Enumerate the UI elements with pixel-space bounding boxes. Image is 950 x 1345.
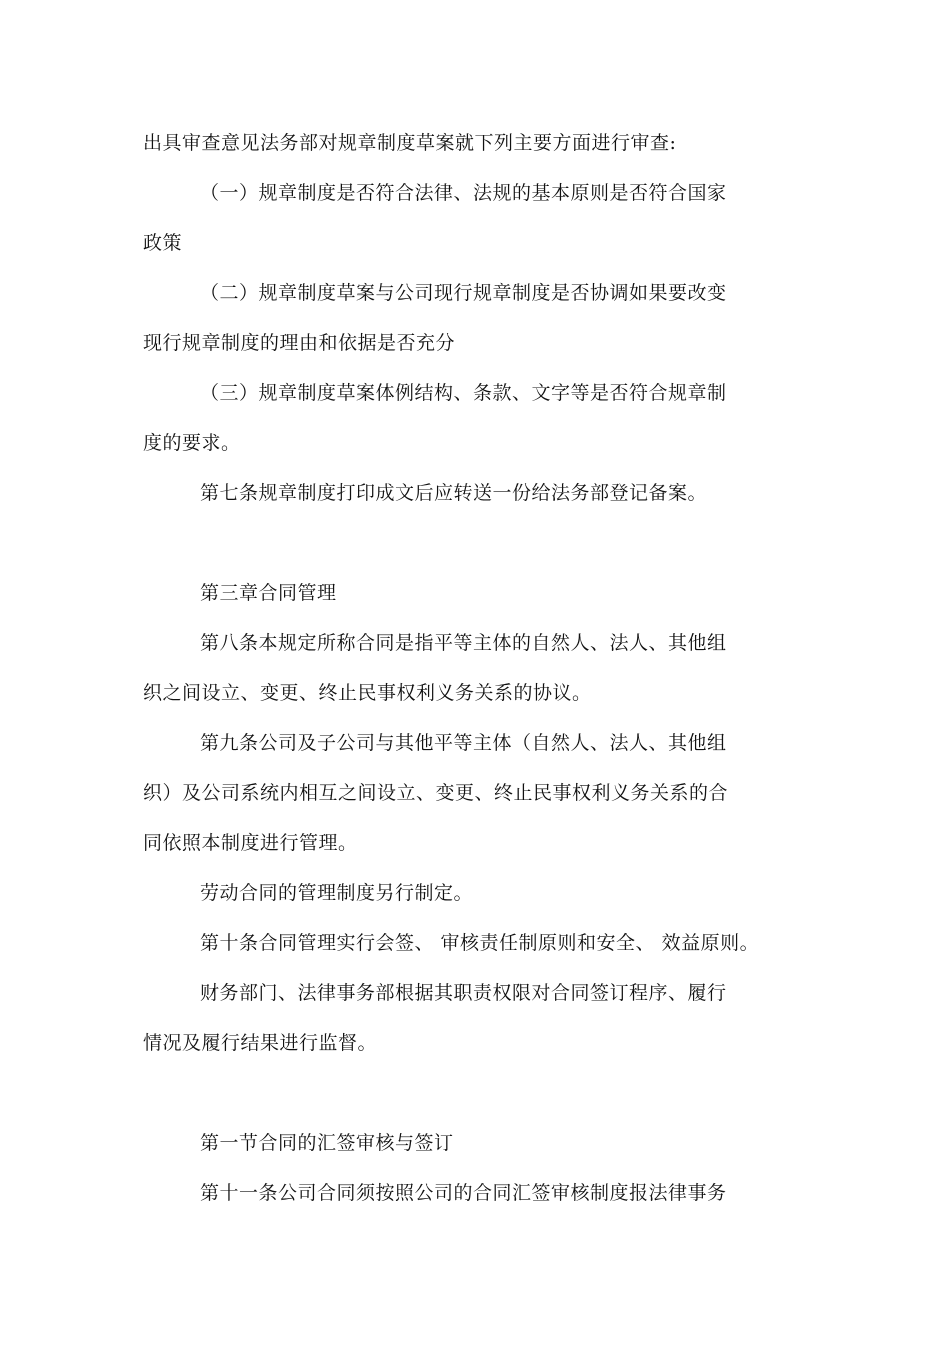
article-7-line: 第七条规章制度打印成文后应转送一份给法务部登记备案。: [200, 482, 708, 504]
text-line: 织之间设立、变更、终止民事权利义务关系的协议。: [143, 682, 592, 704]
text-line: 织）及公司系统内相互之间设立、变更、终止民事权利义务关系的合: [143, 782, 729, 804]
chapter-3-heading: 第三章合同管理: [200, 582, 337, 604]
text-line: 财务部门、法律事务部根据其职责权限对合同签订程序、履行: [200, 982, 727, 1004]
article-8-line: 第八条本规定所称合同是指平等主体的自然人、法人、其他组: [200, 632, 727, 654]
clause-1-line: （一）规章制度是否符合法律、法规的基本原则是否符合国家: [200, 182, 727, 204]
labor-contract-line: 劳动合同的管理制度另行制定。: [200, 882, 474, 904]
text-line: 政策: [143, 232, 183, 254]
text-line: 现行规章制度的理由和依据是否充分: [143, 332, 456, 354]
article-10-line: 第十条合同管理实行会签、 审核责任制原则和安全、 效益原则。: [200, 932, 760, 954]
text-line: 出具审查意见法务部对规章制度草案就下列主要方面进行审查:: [143, 132, 677, 154]
text-line: 同依照本制度进行管理。: [143, 832, 358, 854]
text-line: 度的要求。: [143, 432, 241, 454]
article-9-line: 第九条公司及子公司与其他平等主体（自然人、法人、其他组: [200, 732, 727, 754]
section-1-heading: 第一节合同的汇签审核与签订: [200, 1132, 454, 1154]
clause-3-line: （三）规章制度草案体例结构、条款、文字等是否符合规章制: [200, 382, 727, 404]
article-11-line: 第十一条公司合同须按照公司的合同汇签审核制度报法律事务: [200, 1182, 727, 1204]
text-line: 情况及履行结果进行监督。: [143, 1032, 378, 1054]
clause-2-line: （二）规章制度草案与公司现行规章制度是否协调如果要改变: [200, 282, 727, 304]
